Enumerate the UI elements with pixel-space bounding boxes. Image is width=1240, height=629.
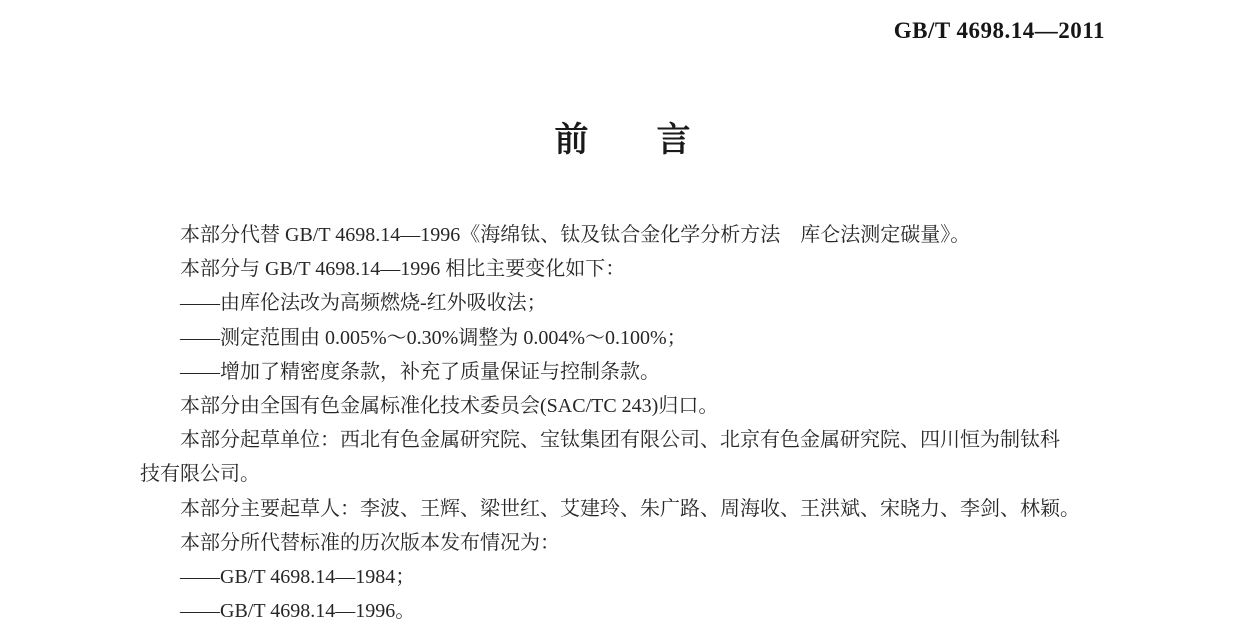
text-line: ——GB/T 4698.14—1984； bbox=[180, 566, 416, 589]
text-line: 本部分由全国有色金属标准化技术委员会(SAC/TC 243)归口。 bbox=[180, 395, 719, 418]
standard-number: GB/T 4698.14—2011 bbox=[893, 18, 1105, 43]
text-line: 本部分与 GB/T 4698.14—1996 相比主要变化如下： bbox=[180, 258, 626, 281]
text-line: ——增加了精密度条款，补充了质量保证与控制条款。 bbox=[180, 360, 660, 383]
page-title: 前 言 bbox=[554, 122, 691, 159]
text-line: ——由库伦法改为高频燃烧-红外吸收法； bbox=[180, 292, 547, 315]
foreword-body bbox=[140, 218, 1105, 628]
text-line: 本部分起草单位：西北有色金属研究院、宝钛集团有限公司、北京有色金属研究院、四川恒为制钛科 bbox=[180, 429, 1060, 452]
text-line: ——GB/T 4698.14—1996。 bbox=[180, 600, 416, 623]
page-header bbox=[140, 16, 1105, 46]
text-line: 本部分代替 GB/T 4698.14—1996《海绵钛、钛及钛合金化学分析方法 库仑法测定碳量》。 bbox=[180, 224, 971, 246]
text-line: 本部分所代替标准的历次版本发布情况为： bbox=[180, 531, 560, 554]
text-line: 技有限公司。 bbox=[140, 463, 260, 486]
text-line: ——测定范围由 0.005%～0.30%调整为 0.004%～0.100%； bbox=[180, 326, 687, 349]
text-line: 本部分主要起草人：李波、王辉、梁世红、艾建玲、朱广路、周海收、王洪斌、宋晓力、李剑、林颖。 bbox=[180, 497, 1080, 520]
